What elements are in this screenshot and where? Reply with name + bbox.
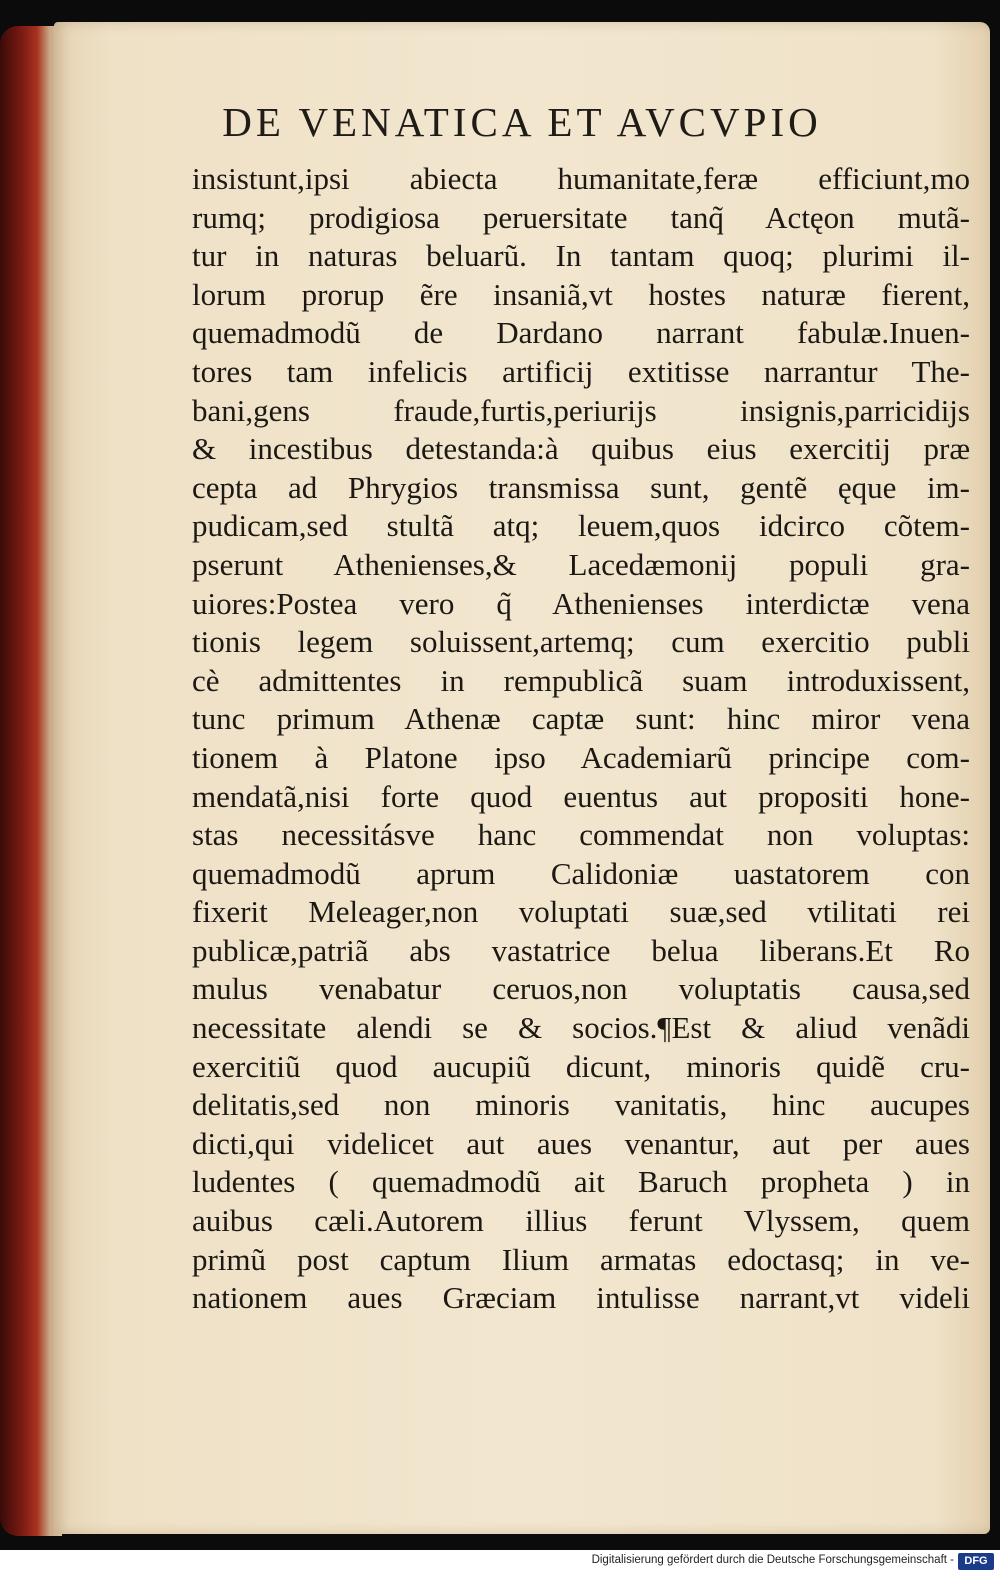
text-line: publicæ,patriã abs vastatrice belua liberans.Et Ro — [192, 932, 970, 968]
text-line: tionem à Platone ipso Academiarũ principe com- — [192, 739, 970, 775]
text-line: mendatã,nisi forte quod euentus aut propositi hone- — [192, 778, 970, 814]
text-line: exercitiũ quod aucupiũ dicunt, minoris quidẽ cru- — [192, 1048, 970, 1084]
text-line: tunc primum Athenæ captæ sunt: hinc miror vena — [192, 701, 970, 737]
text-line: delitatis,sed non minoris vanitatis, hinc aucupes — [192, 1087, 970, 1123]
text-line: insistunt,ipsi abiecta humanitate,feræ efficiunt,mo — [192, 161, 970, 196]
text-line: tores tam infelicis artificij extitisse narrantur The- — [192, 353, 970, 389]
text-line: pudicam,sed stultã atq; leuem,quos idcirco cõtem- — [192, 508, 970, 544]
running-head: DE VENATICA ET AVCVPIO — [222, 99, 822, 145]
book-spine-edge — [0, 26, 62, 1536]
text-line: uiores:Postea vero q̃ Athenienses interdictæ vena — [192, 585, 970, 621]
text-line: primũ post captum Ilium armatas edoctasq; in ve- — [192, 1241, 970, 1277]
text-line: tur in naturas beluarũ. In tantam quoq; plurimi il- — [192, 238, 970, 274]
text-line: dicti,qui videlicet aut aues venantur, aut per aues — [192, 1125, 970, 1161]
dfg-logo[interactable]: DFG — [958, 1553, 994, 1570]
text-line: bani,gens fraude,furtis,periurijs insignis,parricidijs — [192, 392, 970, 428]
text-line: tionis legem soluissent,artemq; cum exercitio publi — [192, 624, 970, 660]
text-line: necessitate alendi se & socios.¶Est & aliud venãdi — [192, 1010, 970, 1046]
text-line: lorum prorup ẽre insaniã,vt hostes naturæ fierent, — [192, 276, 970, 312]
text-line: cè admittentes in rempublicã suam introduxissent, — [192, 662, 970, 698]
text-line: pserunt Athenienses,& Lacedæmonij populi gra- — [192, 546, 970, 582]
text-line: ludentes ( quemadmodũ ait Baruch propheta ) in — [192, 1164, 970, 1200]
text-line: rumq; prodigiosa peruersitate tanq̃ Actęon mutã- — [192, 199, 970, 235]
text-line: auibus cæli.Autorem illius ferunt Vlyssem, quem — [192, 1203, 970, 1239]
text-line: nationem aues Græciam intulisse narrant,vt videli — [192, 1280, 970, 1316]
text-line: mulus venabatur ceruos,non voluptatis causa,sed — [192, 971, 970, 1007]
text-line: cepta ad Phrygios transmissa sunt, gentẽ ęque im- — [192, 469, 970, 505]
text-line: & incestibus detestanda:à quibus eius exercitij præ — [192, 431, 970, 467]
body-text — [192, 160, 970, 1318]
text-line: quemadmodũ de Dardano narrant fabulæ.Inuen- — [192, 315, 970, 351]
digitization-credit: Digitalisierung gefördert durch die Deutsche Forschungsgemeinschaft - — [591, 1554, 954, 1566]
text-line: stas necessitásve hanc commendat non voluptas: — [192, 817, 970, 853]
text-line: quemadmodũ aprum Calidoniæ uastatorem con — [192, 855, 970, 891]
book-page — [54, 22, 990, 1534]
text-line: fixerit Meleager,non voluptati suæ,sed vtilitati rei — [192, 894, 970, 930]
footer-bar — [0, 1550, 1000, 1576]
